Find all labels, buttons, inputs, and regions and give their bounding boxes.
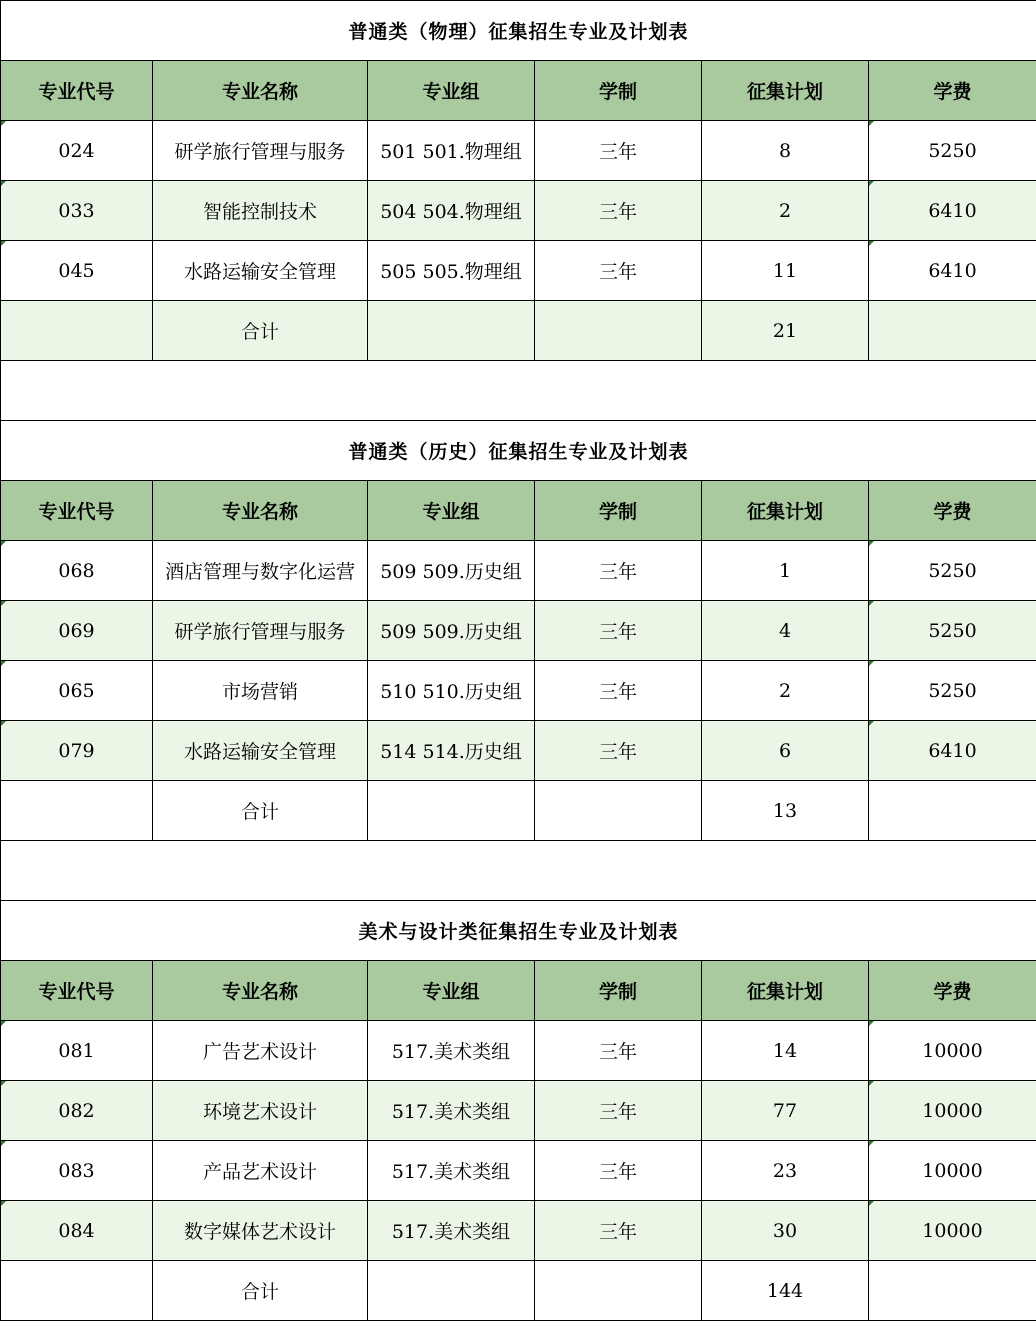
section-spacer [1, 841, 1036, 901]
major-name-cell: 数字媒体艺术设计 [153, 1201, 368, 1261]
plan-cell: 8 [702, 121, 869, 181]
plan-cell: 23 [702, 1141, 869, 1201]
total-empty-cell [869, 301, 1036, 361]
duration-cell: 三年 [535, 121, 702, 181]
total-plan-value: 21 [702, 301, 869, 361]
major-code-cell: 079 [1, 721, 153, 781]
header-major-code: 专业代号 [1, 61, 153, 121]
header-major-name: 专业名称 [153, 961, 368, 1021]
major-code-cell: 083 [1, 1141, 153, 1201]
major-code-cell: 065 [1, 661, 153, 721]
major-group-cell: 517.美术类组 [368, 1021, 535, 1081]
major-code-cell: 068 [1, 541, 153, 601]
total-empty-cell [368, 1261, 535, 1321]
duration-cell: 三年 [535, 1081, 702, 1141]
duration-cell: 三年 [535, 601, 702, 661]
plan-cell: 2 [702, 661, 869, 721]
major-name-cell: 研学旅行管理与服务 [153, 601, 368, 661]
table-row [1, 1081, 1036, 1141]
major-code-cell: 082 [1, 1081, 153, 1141]
major-group-cell: 514 514.历史组 [368, 721, 535, 781]
section-title: 普通类（历史）征集招生专业及计划表 [1, 421, 1036, 481]
duration-cell: 三年 [535, 1021, 702, 1081]
header-tuition: 学费 [869, 481, 1036, 541]
major-name-cell: 环境艺术设计 [153, 1081, 368, 1141]
major-code-cell: 069 [1, 601, 153, 661]
header-duration: 学制 [535, 481, 702, 541]
header-plan: 征集计划 [702, 961, 869, 1021]
total-empty-cell [535, 301, 702, 361]
header-major-group: 专业组 [368, 961, 535, 1021]
tuition-cell: 10000 [869, 1141, 1036, 1201]
table-row [1, 1201, 1036, 1261]
header-major-group: 专业组 [368, 61, 535, 121]
major-code-cell: 024 [1, 121, 153, 181]
major-name-cell: 水路运输安全管理 [153, 721, 368, 781]
total-empty-cell [869, 781, 1036, 841]
major-group-cell: 517.美术类组 [368, 1141, 535, 1201]
duration-cell: 三年 [535, 661, 702, 721]
major-name-cell: 研学旅行管理与服务 [153, 121, 368, 181]
major-code-cell: 045 [1, 241, 153, 301]
section-spacer-row [1, 841, 1036, 901]
total-empty-cell [368, 781, 535, 841]
tuition-cell: 6410 [869, 181, 1036, 241]
major-code-cell: 033 [1, 181, 153, 241]
total-plan-value: 144 [702, 1261, 869, 1321]
major-code-cell: 081 [1, 1021, 153, 1081]
table-row [1, 721, 1036, 781]
total-empty-cell [869, 1261, 1036, 1321]
header-major-group: 专业组 [368, 481, 535, 541]
tuition-cell: 5250 [869, 601, 1036, 661]
total-empty-cell [1, 301, 153, 361]
duration-cell: 三年 [535, 541, 702, 601]
total-label: 合计 [153, 1261, 368, 1321]
major-name-cell: 水路运输安全管理 [153, 241, 368, 301]
major-name-cell: 智能控制技术 [153, 181, 368, 241]
plan-cell: 4 [702, 601, 869, 661]
sheet-body [1, 1, 1036, 1321]
header-major-name: 专业名称 [153, 481, 368, 541]
plan-cell: 2 [702, 181, 869, 241]
major-name-cell: 酒店管理与数字化运营 [153, 541, 368, 601]
total-label: 合计 [153, 781, 368, 841]
major-group-cell: 517.美术类组 [368, 1081, 535, 1141]
header-tuition: 学费 [869, 961, 1036, 1021]
section-title: 普通类（物理）征集招生专业及计划表 [1, 1, 1036, 61]
total-label: 合计 [153, 301, 368, 361]
table-row [1, 1021, 1036, 1081]
table-header-row [1, 961, 1036, 1021]
plan-cell: 77 [702, 1081, 869, 1141]
major-group-cell: 509 509.历史组 [368, 541, 535, 601]
total-empty-cell [1, 781, 153, 841]
table-row [1, 241, 1036, 301]
duration-cell: 三年 [535, 1201, 702, 1261]
total-row [1, 301, 1036, 361]
table-row [1, 121, 1036, 181]
plan-cell: 6 [702, 721, 869, 781]
tuition-cell: 10000 [869, 1201, 1036, 1261]
major-group-cell: 505 505.物理组 [368, 241, 535, 301]
plan-cell: 30 [702, 1201, 869, 1261]
header-plan: 征集计划 [702, 61, 869, 121]
section-title-row [1, 1, 1036, 61]
tuition-cell: 5250 [869, 121, 1036, 181]
major-name-cell: 产品艺术设计 [153, 1141, 368, 1201]
total-empty-cell [1, 1261, 153, 1321]
tuition-cell: 10000 [869, 1081, 1036, 1141]
total-empty-cell [368, 301, 535, 361]
total-empty-cell [535, 781, 702, 841]
header-duration: 学制 [535, 961, 702, 1021]
tuition-cell: 6410 [869, 721, 1036, 781]
major-name-cell: 市场营销 [153, 661, 368, 721]
table-header-row [1, 61, 1036, 121]
duration-cell: 三年 [535, 1141, 702, 1201]
table-row [1, 181, 1036, 241]
plan-cell: 1 [702, 541, 869, 601]
section-spacer-row [1, 361, 1036, 421]
total-row [1, 1261, 1036, 1321]
total-row [1, 781, 1036, 841]
total-empty-cell [535, 1261, 702, 1321]
header-major-code: 专业代号 [1, 961, 153, 1021]
duration-cell: 三年 [535, 241, 702, 301]
header-plan: 征集计划 [702, 481, 869, 541]
major-group-cell: 501 501.物理组 [368, 121, 535, 181]
header-tuition: 学费 [869, 61, 1036, 121]
major-group-cell: 517.美术类组 [368, 1201, 535, 1261]
duration-cell: 三年 [535, 721, 702, 781]
tuition-cell: 6410 [869, 241, 1036, 301]
plan-cell: 11 [702, 241, 869, 301]
tuition-cell: 10000 [869, 1021, 1036, 1081]
plan-cell: 14 [702, 1021, 869, 1081]
major-group-cell: 504 504.物理组 [368, 181, 535, 241]
section-spacer [1, 361, 1036, 421]
header-major-code: 专业代号 [1, 481, 153, 541]
header-major-name: 专业名称 [153, 61, 368, 121]
table-row [1, 601, 1036, 661]
section-title-row [1, 901, 1036, 961]
major-group-cell: 509 509.历史组 [368, 601, 535, 661]
major-code-cell: 084 [1, 1201, 153, 1261]
tuition-cell: 5250 [869, 661, 1036, 721]
section-title-row [1, 421, 1036, 481]
header-duration: 学制 [535, 61, 702, 121]
duration-cell: 三年 [535, 181, 702, 241]
table-header-row [1, 481, 1036, 541]
major-group-cell: 510 510.历史组 [368, 661, 535, 721]
total-plan-value: 13 [702, 781, 869, 841]
section-title: 美术与设计类征集招生专业及计划表 [1, 901, 1036, 961]
table-row [1, 661, 1036, 721]
major-name-cell: 广告艺术设计 [153, 1021, 368, 1081]
table-row [1, 541, 1036, 601]
tuition-cell: 5250 [869, 541, 1036, 601]
table-row [1, 1141, 1036, 1201]
